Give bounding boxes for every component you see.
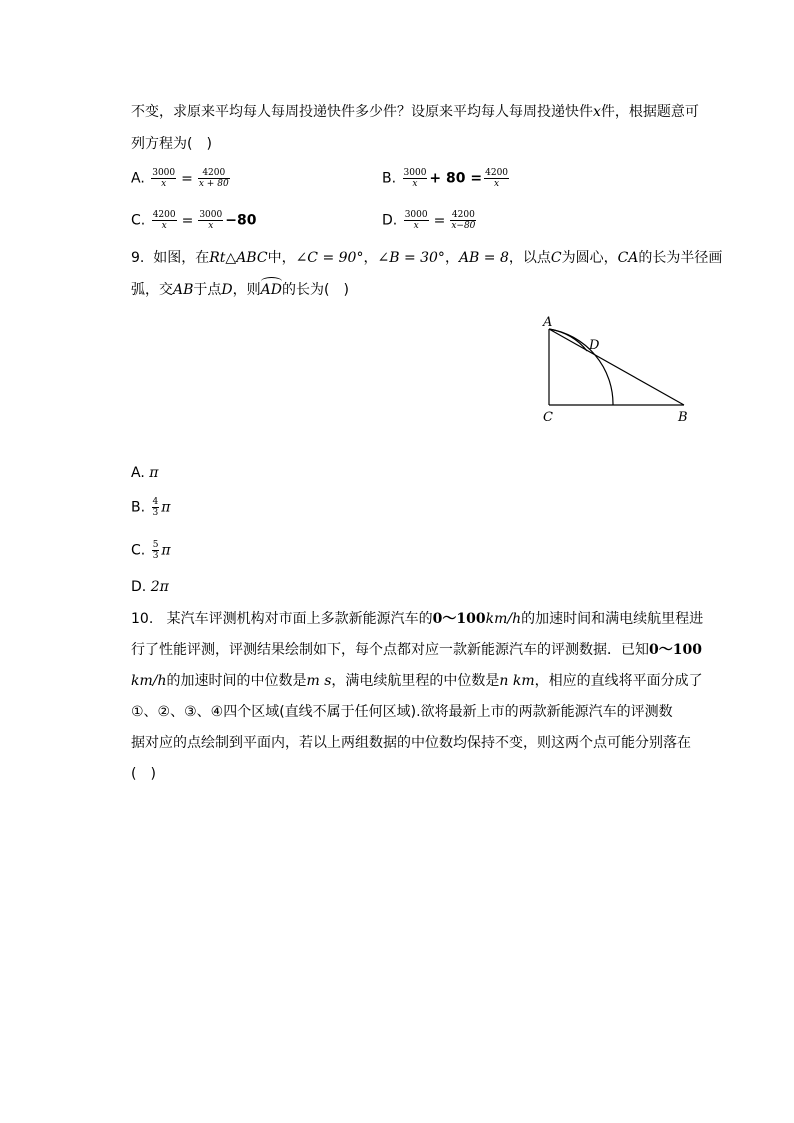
q10-text-line-5: 据对应的点绘制到平面内，若以上两组数据的中位数均保持不变，则这两个点可能分别落在 xyxy=(131,735,691,751)
minus-80: −80 xyxy=(225,212,257,229)
fraction: $\frac{4200}{x + 80}$ xyxy=(198,168,229,189)
q8-text-part: 件，根据题意可 xyxy=(600,104,699,120)
q10-text-line-6: ( ) xyxy=(131,766,156,782)
triangle-figure xyxy=(535,310,695,430)
segment-ab: AB = 8 xyxy=(458,250,509,266)
question-number: 10. xyxy=(131,611,154,627)
fraction: $\frac{3000}{x}$ xyxy=(403,168,427,189)
equals-sign: = xyxy=(181,212,194,229)
q8-text-line-1 xyxy=(131,102,699,122)
q9-option-d[interactable]: D. 2π xyxy=(131,579,169,595)
fraction: $\frac{4200}{x}$ xyxy=(152,210,176,231)
segment-ab-line xyxy=(549,329,684,405)
q8-text-part: 不变，求原来平均每人每周投递快件多少件？设原来平均每人每周投递快件 xyxy=(131,104,593,120)
triangle-notation: Rt△ABC xyxy=(209,250,268,266)
q8-option-b[interactable] xyxy=(382,168,511,189)
q8-question-stem: 列方程为( ) xyxy=(131,136,212,152)
q8-option-c[interactable] xyxy=(131,210,256,231)
angle-b: ∠B = 30° xyxy=(377,250,445,266)
arc-from-a xyxy=(549,329,613,405)
q9-text-line-1: 9. 如图，在Rt△ABC中，∠C = 90°，∠B = 30°，AB = 8，以点C为圆心，CA的长为半径画 xyxy=(131,250,723,266)
q10-text-line-2: 行了性能评测，评测结果绘制如下，每个点都对应一款新能源汽车的评测数据．已知0～100 xyxy=(131,642,702,658)
plus-80-equals: + 80 = xyxy=(429,170,483,187)
q9-option-b[interactable]: B. $\frac{4}{3}$ π xyxy=(131,497,171,518)
equals-sign: = xyxy=(181,170,193,187)
q10-text-line-1: 10. 某汽车评测机构对市面上多款新能源汽车的0～100km/h的加速时间和满电续航里程进 xyxy=(131,611,704,627)
option-label: A. xyxy=(131,170,145,187)
q9-option-c[interactable]: C. $\frac{5}{3}$ π xyxy=(131,540,171,561)
fraction: $\frac{5}{3}$ xyxy=(152,540,159,561)
label-a: A xyxy=(543,315,553,330)
option-label: B. xyxy=(131,499,146,516)
arc-ad: AD xyxy=(260,282,282,298)
fraction: $\frac{4200}{x}$ xyxy=(485,168,509,189)
q8-text-line-2 xyxy=(131,134,212,154)
q10-text-line-3: km/h的加速时间的中位数是m s，满电续航里程的中位数是n km，相应的直线将平面分成了 xyxy=(131,673,703,689)
fraction: $\frac{3000}{x}$ xyxy=(404,210,428,231)
label-c: C xyxy=(543,410,553,425)
fraction: $\frac{4200}{x-80}$ xyxy=(451,210,476,231)
option-label: A. xyxy=(131,465,145,481)
option-label: C. xyxy=(131,542,146,559)
q9-text-line-2: 弧，交AB于点D，则AD的长为( ) xyxy=(131,282,349,298)
label-d: D xyxy=(589,338,600,353)
angle-c: ∠C = 90° xyxy=(295,250,364,266)
fraction: $\frac{3000}{x}$ xyxy=(199,210,223,231)
label-b: B xyxy=(678,410,688,425)
fraction: $\frac{4}{3}$ xyxy=(152,497,159,518)
fraction: $\frac{3000}{x}$ xyxy=(152,168,176,189)
q8-option-d[interactable] xyxy=(382,210,478,231)
variable-x: x xyxy=(593,104,601,120)
equals-sign: = xyxy=(433,212,446,229)
q9-option-a[interactable]: A. π xyxy=(131,465,159,481)
option-label: D. xyxy=(382,212,398,229)
question-number: 9. xyxy=(131,250,145,266)
option-label: D. xyxy=(131,579,147,595)
option-label: B. xyxy=(382,170,397,187)
q8-option-a[interactable] xyxy=(131,168,232,189)
q10-text-line-4: ①、②、③、④四个区域(直线不属于任何区域).欲将最新上市的两款新能源汽车的评测数 xyxy=(131,704,673,720)
option-label: C. xyxy=(131,212,146,229)
